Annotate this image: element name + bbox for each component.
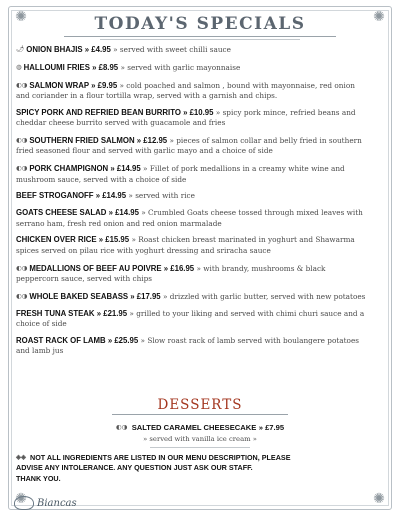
menu-item-description: » cold poached and salmon , bound with mayonnaise, red onion and coriander in a flour tortilla wrap, served with a garnish and chips. (16, 80, 355, 100)
menu-item (16, 336, 366, 357)
menu-item (16, 163, 366, 185)
menu-item-name: ONION BHAJIS (26, 45, 83, 54)
corner-ornament-icon: ✺ (15, 9, 27, 25)
menu-item-description: » spicy pork mince, refried beans and cheddar cheese burrito served with guacamole and fries (16, 107, 356, 128)
menu-item-price-sep: » (134, 136, 144, 145)
menu-item-price-sep: » (161, 263, 171, 273)
corner-ornament-icon: ✺ (373, 491, 385, 507)
allergen-icons: ◐◑ (16, 136, 28, 144)
menu-item-description: » served with rice (128, 191, 195, 201)
menu-item (16, 108, 366, 129)
menu-item-name: PORK CHAMPIGNON (29, 164, 109, 174)
menu-item-name: WHOLE BAKED SEABASS (29, 291, 129, 301)
menu-item-price-sep: » (105, 335, 115, 345)
menu-item (16, 235, 366, 256)
menu-item-price: £4.95 (91, 45, 111, 54)
menu-item-price-sep: » (180, 107, 190, 117)
menu-item (16, 62, 366, 73)
notice-line-2: ADVISE ANY INTOLERANCE. ANY QUESTION JUST ASK OUR STAFF. (16, 463, 253, 473)
menu-item-description: » Fillet of pork medallions in a creamy white wine and mushroom sauce, served with a choice of side (16, 164, 345, 184)
menu-item-description: » Slow roast rack of lamb served with boulangere potatoes and lamb jus (16, 335, 360, 356)
menu-item-description: » served with garlic mayonnaise (120, 62, 241, 72)
corner-ornament-icon: ✺ (373, 9, 385, 25)
menu-item-description: » with brandy, mushrooms & black peppercorn sauce, served with chips (16, 263, 326, 284)
menu-item-price: £25.95 (114, 335, 139, 345)
title-divider-secondary (100, 39, 300, 40)
menu-item-price: £21.95 (103, 308, 128, 318)
menu-item-price-sep: » (89, 62, 99, 72)
menu-item (16, 80, 366, 102)
menu-item (16, 135, 366, 157)
menu-item-price-sep: » (96, 235, 106, 245)
menu-item-price-sep: » (94, 308, 104, 318)
menu-item-name: ROAST RACK OF LAMB (16, 335, 106, 345)
specials-list (16, 44, 366, 363)
allergen-icons: ◐◑ (16, 164, 28, 173)
menu-item-name: BEEF STROGANOFF (16, 191, 94, 201)
allergy-notice (16, 453, 356, 484)
menu-item-name: SOUTHERN FRIED SALMON (29, 136, 135, 145)
menu-item-description: » served with sweet chilli sauce (113, 45, 231, 54)
dessert-name: SALTED CARAMEL CHEESECAKE (131, 423, 257, 432)
allergen-icon: ◐◑ (115, 423, 128, 431)
menu-item-price: £8.95 (98, 62, 119, 72)
menu-item-description: » Roast chicken breast marinated in yoghurt and Shawarma spices served on pilau rice with yoghurt dressing and sriracha sauce (16, 235, 355, 255)
menu-item-name: SPICY PORK AND REFRIED BEAN BURRITO (16, 107, 181, 117)
allergen-icons: ◐◑ (16, 291, 28, 300)
menu-item-name: FRESH TUNA STEAK (16, 308, 95, 318)
dessert-price: £7.95 (265, 423, 285, 432)
desserts-divider (112, 414, 288, 415)
menu-item-price-sep: » (93, 191, 103, 201)
menu-item-description: » grilled to your liking and served with chimi churi sauce and a choice of side (16, 308, 365, 329)
dessert-price-sep: » (258, 423, 266, 432)
menu-item (16, 309, 366, 330)
menu-item-price: £14.95 (115, 208, 139, 218)
menu-item-description: » Crumbled Goats cheese tossed through mixed leaves with serrano ham, fresh red onion and red onion marmalade (16, 208, 363, 228)
desserts-divider-bottom (150, 447, 250, 448)
menu-item-price: £14.95 (116, 164, 141, 174)
menu-item (16, 291, 366, 302)
menu-item (16, 191, 366, 201)
menu-item-name: GOATS CHEESE SALAD (16, 208, 107, 218)
notice-icon: ◈◈ (16, 454, 26, 461)
menu-item-price: £17.95 (136, 291, 161, 301)
notice-line-1: NOT ALL INGREDIENTS ARE LISTED IN OUR MENU DESCRIPTION, PLEASE (30, 453, 291, 462)
allergen-icons: ◐◑ (16, 80, 28, 89)
menu-item-name: HALLOUMI FRIES (23, 62, 90, 72)
menu-item (16, 263, 366, 285)
menu-item-price: £16.95 (170, 263, 195, 273)
desserts-title: DESSERTS (157, 397, 243, 413)
menu-item-name: MEDALLIONS OF BEEF AU POIVRE (29, 263, 162, 273)
menu-item (16, 208, 366, 229)
menu-item-description: » pieces of salmon collar and belly fried in southern fried seasoned flour and served with garlic mayo and a choice of side (16, 136, 362, 156)
menu-item-price: £15.95 (105, 235, 130, 245)
menu-item-description: » drizzled with garlic butter, served with new potatoes (162, 291, 366, 301)
dessert-description: » served with vanilla ice cream » (143, 435, 257, 443)
menu-item-price-sep: » (106, 208, 116, 218)
menu-item-price: £12.95 (143, 136, 168, 145)
menu-item-name: CHICKEN OVER RICE (16, 235, 97, 245)
menu-item-price: £10.95 (189, 107, 214, 117)
menu-item-price-sep: » (82, 45, 92, 54)
title-divider (64, 36, 336, 37)
brand-logo (14, 496, 77, 510)
menu-item-price-sep: » (128, 291, 137, 301)
dessert-item (0, 423, 400, 432)
menu-item-price-sep: » (108, 164, 117, 174)
vegetarian-icon: ◍ (16, 62, 22, 71)
menu-item-price: £14.95 (102, 191, 127, 201)
corner-ornament-icon: ✺ (15, 491, 27, 507)
menu-item-price: £9.95 (97, 80, 118, 90)
notice-line-3: THANK YOU. (16, 473, 61, 483)
brand-name: Biancas (37, 497, 77, 509)
page-title: TODAY'S SPECIALS (94, 14, 306, 34)
spicy-icon: 🌶 (16, 45, 25, 53)
allergen-icons: ◐◑ (16, 263, 28, 272)
logo-mark-icon (14, 496, 34, 510)
menu-item (16, 44, 366, 55)
menu-item-name: SALMON WRAP (29, 80, 89, 90)
menu-item-price-sep: » (88, 80, 98, 90)
